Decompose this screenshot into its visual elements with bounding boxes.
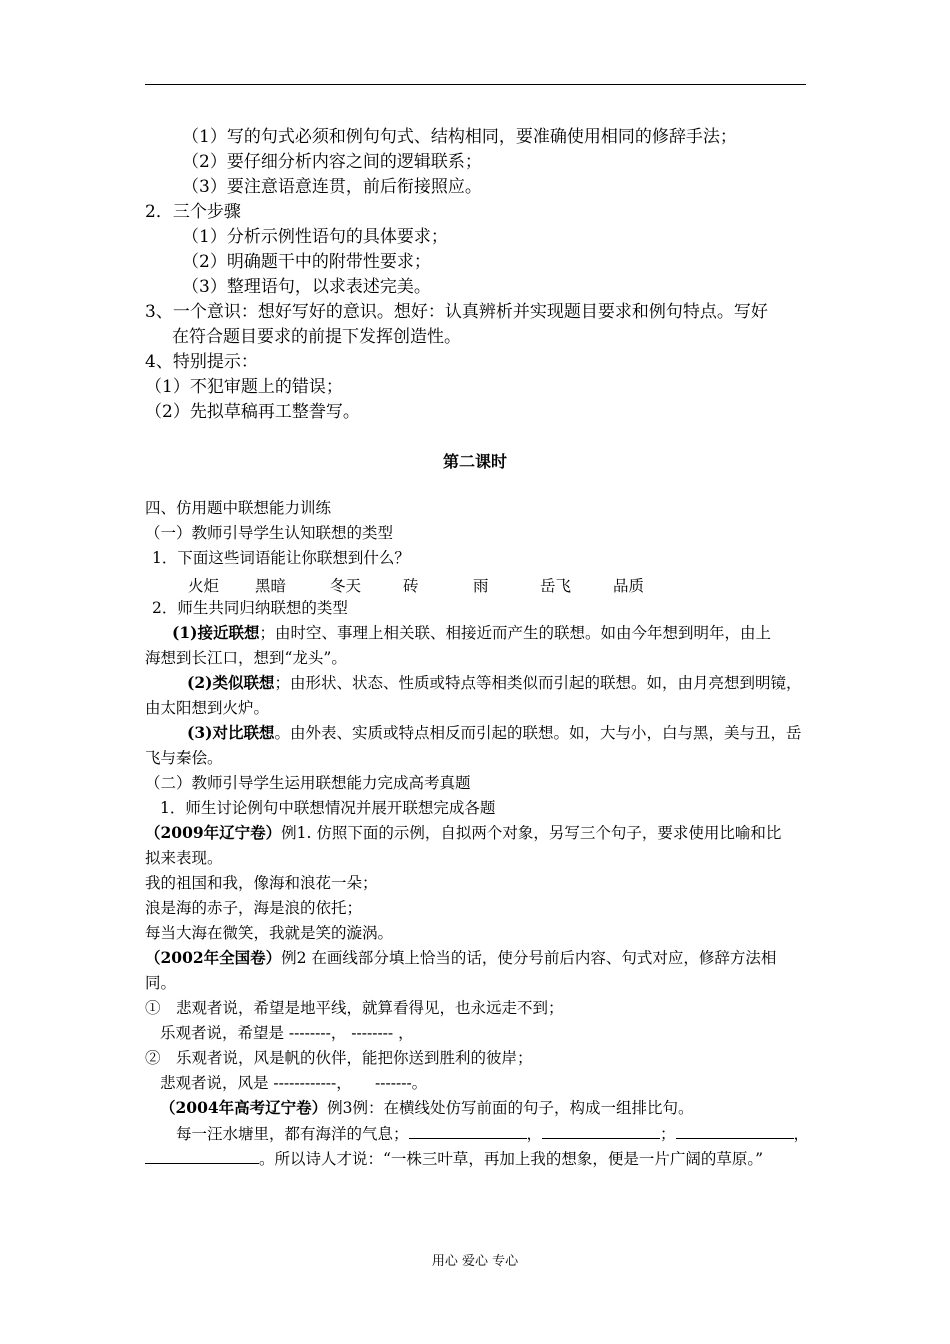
- word-item: 雨: [473, 577, 489, 595]
- question-1: 1．下面这些词语能让你联想到什么？: [152, 549, 410, 567]
- steps-heading: 2．三个步骤: [145, 202, 241, 222]
- example-3: [160, 1099, 694, 1118]
- example-2-item-1-answer: 乐观者说，希望是 --------， -------- ，: [160, 1024, 414, 1042]
- type-3-name: 对比联想: [212, 723, 275, 742]
- fill-blank-3[interactable]: [676, 1124, 794, 1139]
- lesson-title: 第二课时: [442, 452, 507, 471]
- example-3-line-2: [145, 1149, 763, 1169]
- example-3-line-2-text: 。所以诗人才说：“一株三叶草，再加上我的想象，便是一片广阔的草原。”: [259, 1150, 764, 1168]
- type-1-number: (1): [172, 623, 198, 642]
- tips-heading: 4、特别提示：: [145, 352, 258, 372]
- example-1-line-3: 每当大海在微笑，我就是笑的漩涡。: [145, 924, 394, 942]
- type-1-text: ；由时空、事理上相关联、相接近而产生的联想。如由今年想到明年，由上: [259, 624, 771, 642]
- tip-1: （1）不犯审题上的错误；: [145, 377, 343, 397]
- example-2-item-1: ① 悲观者说，希望是地平线，就算看得见，也永远走不到；: [145, 999, 564, 1017]
- example-3-text: 例3例：在横线处仿写前面的句子，构成一组排比句。: [327, 1099, 694, 1117]
- type-1-text-cont: 海想到长江口，想到“龙头”。: [145, 649, 347, 667]
- association-type-2: [187, 674, 801, 693]
- example-2-text: 例2 在画线部分填上恰当的话，使分号前后内容、句式对应，修辞方法相: [281, 949, 777, 967]
- word-item: 砖: [403, 577, 419, 595]
- example-1-text: 例1. 仿照下面的示例，自拟两个对象，另写三个句子，要求使用比喻和比: [281, 824, 782, 842]
- type-3-text-cont: 飞与秦侩。: [145, 749, 223, 767]
- example-2-text-cont: 同。: [145, 974, 177, 992]
- association-type-3: [187, 724, 801, 743]
- association-type-1: [172, 624, 771, 643]
- example-3-line-1: [176, 1124, 809, 1144]
- example-3-line-1-text: 每一汪水塘里，都有海洋的气息；: [176, 1125, 409, 1143]
- comma: ，: [793, 1125, 810, 1143]
- requirement-2: （2）要仔细分析内容之间的逻辑联系；: [182, 152, 482, 172]
- type-1-name: 接近联想: [197, 623, 260, 642]
- fill-blank-2[interactable]: [542, 1124, 660, 1139]
- fill-blank-1[interactable]: [409, 1124, 527, 1139]
- step-2: （2）明确题干中的附带性要求；: [182, 252, 431, 272]
- step-1: （1）分析示例性语句的具体要求；: [182, 227, 448, 247]
- example-1-line-2: 浪是海的赤子，海是浪的依托；: [145, 899, 363, 917]
- section-title: 四、仿用题中联想能力训练: [145, 499, 332, 517]
- comma: ，: [526, 1125, 543, 1143]
- step-3: （3）整理语句，以求表述完美。: [182, 277, 431, 297]
- type-2-text: ；由形状、状态、性质或特点等相类似而引起的联想。如，由月亮想到明镜，: [274, 674, 802, 692]
- subsection-2-question-1: 1．师生讨论例句中联想情况并展开联想完成各题: [160, 799, 496, 817]
- word-item: 冬天: [330, 577, 362, 595]
- tip-2: （2）先拟草稿再工整誊写。: [145, 402, 360, 422]
- example-3-source: （2004年高考辽宁卷）: [160, 1098, 328, 1117]
- fill-blank-4[interactable]: [145, 1149, 259, 1164]
- type-2-number: (2): [187, 673, 213, 692]
- subsection-1-title: （一）教师引导学生认知联想的类型: [145, 524, 394, 542]
- page-footer: 用心 爱心 专心: [431, 1254, 519, 1269]
- question-2: 2．师生共同归纳联想的类型: [152, 599, 348, 617]
- type-3-text: 。由外表、实质或特点相反而引起的联想。如，大与小，白与黑，美与丑，岳: [274, 724, 802, 742]
- header-rule: [145, 84, 806, 85]
- awareness-line-2: 在符合题目要求的前提下发挥创造性。: [172, 327, 461, 347]
- word-item: 火炬: [188, 577, 220, 595]
- example-2-item-2: ② 乐观者说，风是帆的伙伴，能把你送到胜利的彼岸；: [145, 1049, 533, 1067]
- example-1-source: （2009年辽宁卷）: [145, 823, 282, 842]
- semicolon: ；: [660, 1125, 676, 1143]
- example-1: [145, 824, 781, 843]
- type-3-number: (3): [187, 723, 213, 742]
- type-2-text-cont: 由太阳想到火炉。: [145, 699, 270, 717]
- example-2-item-2-answer: 悲观者说，风是 ------------， -------。: [160, 1074, 428, 1092]
- requirement-3: （3）要注意语意连贯，前后衔接照应。: [182, 177, 482, 197]
- subsection-2-title: （二）教师引导学生运用联想能力完成高考真题: [145, 774, 471, 792]
- type-2-name: 类似联想: [212, 673, 275, 692]
- example-1-line-1: 我的祖国和我，像海和浪花一朵；: [145, 874, 378, 892]
- word-item: 黑暗: [255, 577, 287, 595]
- word-item: 岳飞: [540, 577, 572, 595]
- example-2: [145, 949, 776, 968]
- awareness-line-1: 3、一个意识：想好写好的意识。想好：认真辨析并实现题目要求和例句特点。写好: [145, 302, 768, 322]
- example-1-text-cont: 拟来表现。: [145, 849, 223, 867]
- example-2-source: （2002年全国卷）: [145, 948, 282, 967]
- requirement-1: （1）写的句式必须和例句句式、结构相同，要准确使用相同的修辞手法；: [182, 127, 737, 147]
- word-item: 品质: [613, 577, 645, 595]
